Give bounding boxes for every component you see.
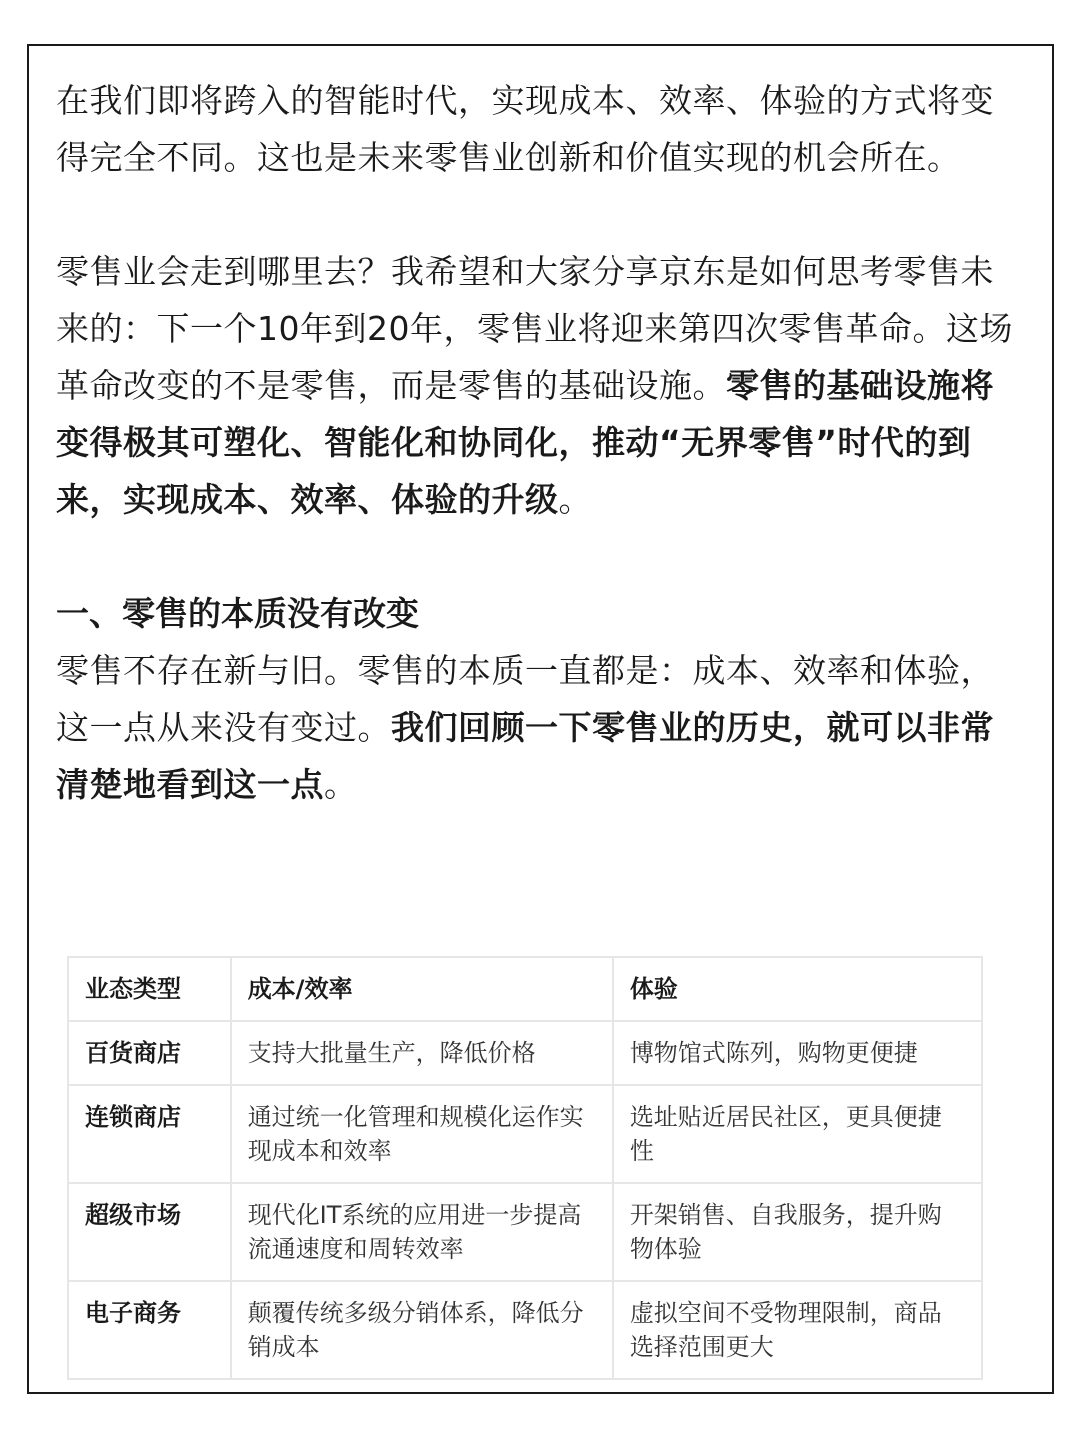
retail-formats-table — [67, 956, 983, 1380]
table-header-cell: 业态类型 — [68, 957, 231, 1021]
paragraph-retail-essence-text: 零售不存在新与旧。零售的本质一直都是：成本、效率和体验，这一点从来没有变过。 — [56, 651, 994, 747]
paragraph-future-retail-end: 。 — [558, 480, 592, 519]
table-cell-format: 超级市场 — [68, 1183, 231, 1281]
article-body — [56, 72, 1024, 813]
paragraph-future-retail-emphasis: 零售的基础设施将变得极其可塑化、智能化和协同化，推动“无界零售”时代的到来，实现成本、效率、体验的升级 — [56, 366, 994, 519]
section-heading: 一、零售的本质没有改变 — [56, 594, 419, 633]
table-cell-experience: 博物馆式陈列，购物更便捷 — [613, 1021, 982, 1085]
paragraph-intro: 在我们即将跨入的智能时代，实现成本、效率、体验的方式将变得完全不同。这也是未来零售业创新和价值实现的机会所在。 — [56, 81, 994, 177]
table-cell-format: 连锁商店 — [68, 1085, 231, 1183]
paragraph-gap — [56, 528, 1024, 585]
paragraph-future-retail-text: 零售业会走到哪里去？我希望和大家分享京东是如何思考零售未来的：下一个10年到20年，零售业将迎来第四次零售革命。这场革命改变的不是零售，而是零售的基础设施。 — [56, 252, 1013, 405]
paragraph-retail-essence-emphasis: 我们回顾一下零售业的历史，就可以非常清楚地看到这一点 — [56, 708, 994, 804]
table-cell-experience: 开架销售、自我服务，提升购物体验 — [613, 1183, 982, 1281]
table-row — [68, 1281, 982, 1379]
paragraph-retail-essence — [56, 642, 1024, 813]
paragraph-future-retail — [56, 243, 1024, 528]
table-cell-format: 百货商店 — [68, 1021, 231, 1085]
table-row — [68, 1183, 982, 1281]
table-row — [68, 1085, 982, 1183]
table-cell-cost: 颠覆传统多级分销体系，降低分销成本 — [231, 1281, 613, 1379]
table-row — [68, 1021, 982, 1085]
table-header-cell: 体验 — [613, 957, 982, 1021]
table-cell-cost: 支持大批量生产，降低价格 — [231, 1021, 613, 1085]
paragraph-gap — [56, 186, 1024, 243]
table-cell-cost: 通过统一化管理和规模化运作实现成本和效率 — [231, 1085, 613, 1183]
paragraph-retail-essence-end: 。 — [324, 765, 358, 804]
table-cell-format: 电子商务 — [68, 1281, 231, 1379]
table-header-row — [68, 957, 982, 1021]
table-header-cell: 成本/效率 — [231, 957, 613, 1021]
table-cell-experience: 选址贴近居民社区，更具便捷性 — [613, 1085, 982, 1183]
table-cell-experience: 虚拟空间不受物理限制，商品选择范围更大 — [613, 1281, 982, 1379]
table-cell-cost: 现代化IT系统的应用进一步提高流通速度和周转效率 — [231, 1183, 613, 1281]
